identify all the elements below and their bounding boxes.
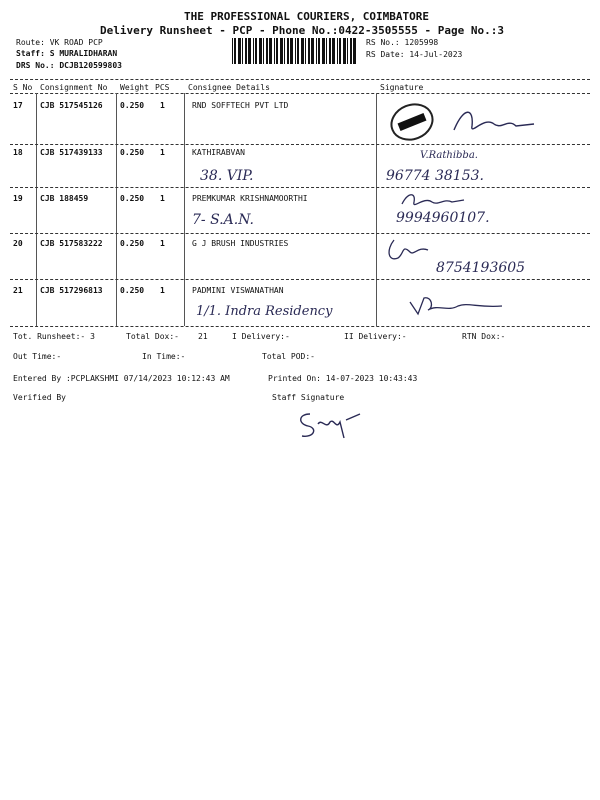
ii-delivery: II Delivery:- [344,332,407,341]
row-sno: 18 [13,148,23,157]
row-weight: 0.250 [120,101,145,110]
row-consignee: PADMINI VISWANATHAN [192,286,284,295]
header-rule-top [10,79,590,80]
row-weight: 0.250 [120,239,145,248]
row-pcs: 1 [160,239,165,248]
col-consignee-details: Consignee Details [188,83,270,92]
row-consignment-no: CJB 517439133 [40,148,103,157]
row-pcs: 1 [160,101,165,110]
row-handwritten-address: 1/1. Indra Residency [196,304,333,319]
row-handwritten-phone: 8754193605 [436,260,526,276]
row-consignee: RND SOFFTECH PVT LTD [192,101,289,110]
row-weight: 0.250 [120,194,145,203]
row-signature-scribble [398,190,468,212]
row-signature-scribble [408,294,508,320]
row-consignment-no: CJB 517545126 [40,101,103,110]
col-divider [184,93,185,326]
col-pcs: PCS [155,83,170,92]
drs-number: DRS No.: DCJB120599803 [16,61,122,70]
col-signature: Signature [380,83,424,92]
row-consignment-no: CJB 517583222 [40,239,103,248]
row-rule [10,233,590,234]
rs-date: RS Date: 14-Jul-2023 [366,50,463,59]
col-divider [376,93,377,326]
total-pod: Total POD:- [262,352,315,361]
staff-signature-scribble [296,408,366,442]
row-handwritten-phone: 96774 38153. [386,168,484,184]
row-rule [10,144,590,145]
row-pcs: 1 [160,286,165,295]
staff-signature-label: Staff Signature [272,393,345,402]
verified-by: Verified By [13,393,66,402]
row-consignment-no: CJB 517296813 [40,286,103,295]
i-delivery: I Delivery:- [232,332,290,341]
row-rule [10,326,590,327]
row-weight: 0.250 [120,148,145,157]
col-weight: Weight [120,83,149,92]
row-pcs: 1 [160,194,165,203]
row-consignment-no: CJB 188459 [40,194,89,203]
row-signature-scribble [384,236,434,266]
row-sno: 17 [13,101,23,110]
row-rule [10,187,590,188]
out-time: Out Time:- [13,352,62,361]
barcode-image [232,38,358,64]
row-consignee: G J BRUSH INDUSTRIES [192,239,289,248]
rtn-dox: RTN Dox:- [462,332,506,341]
col-sno: S No [13,83,33,92]
col-divider [116,93,117,326]
total-dox-value: 21 [198,332,208,341]
runsheet-title: Delivery Runsheet - PCP - Phone No.:0422-3505555 - Page No.:3 [100,24,504,37]
header-rule-bottom [10,93,590,94]
row-consignee: KATHIRABVAN [192,148,245,157]
company-title: THE PROFESSIONAL COURIERS, COIMBATORE [184,10,430,23]
staff-label: Staff: S MURALIDHARAN [16,49,118,58]
row-handwritten-phone: 9994960107. [396,210,490,226]
row-handwritten-address: 7- S.A.N. [192,212,254,228]
row-consignee: PREMKUMAR KRISHNAMOORTHI [192,194,308,203]
row-handwritten-signature: V.Rathibba. [420,150,478,161]
in-time: In Time:- [142,352,186,361]
route-label: Route: VK ROAD PCP [16,38,103,47]
col-consignment-no: Consignment No [40,83,108,92]
printed-on: Printed On: 14-07-2023 10:43:43 [268,374,418,383]
row-pcs: 1 [160,148,165,157]
row-weight: 0.250 [120,286,145,295]
row-rule [10,279,590,280]
row-handwritten-address: 38. VIP. [200,168,254,184]
col-divider [36,93,37,326]
row-sno: 19 [13,194,23,203]
company-stamp-signature [384,96,584,144]
row-sno: 21 [13,286,23,295]
total-runsheet: Tot. Runsheet:- 3 [13,332,95,341]
entered-by: Entered By :PCPLAKSHMI 07/14/2023 10:12:43 AM [13,374,230,383]
row-sno: 20 [13,239,23,248]
total-dox-label: Total Dox:- [126,332,179,341]
rs-number: RS No.: 1205998 [366,38,439,47]
